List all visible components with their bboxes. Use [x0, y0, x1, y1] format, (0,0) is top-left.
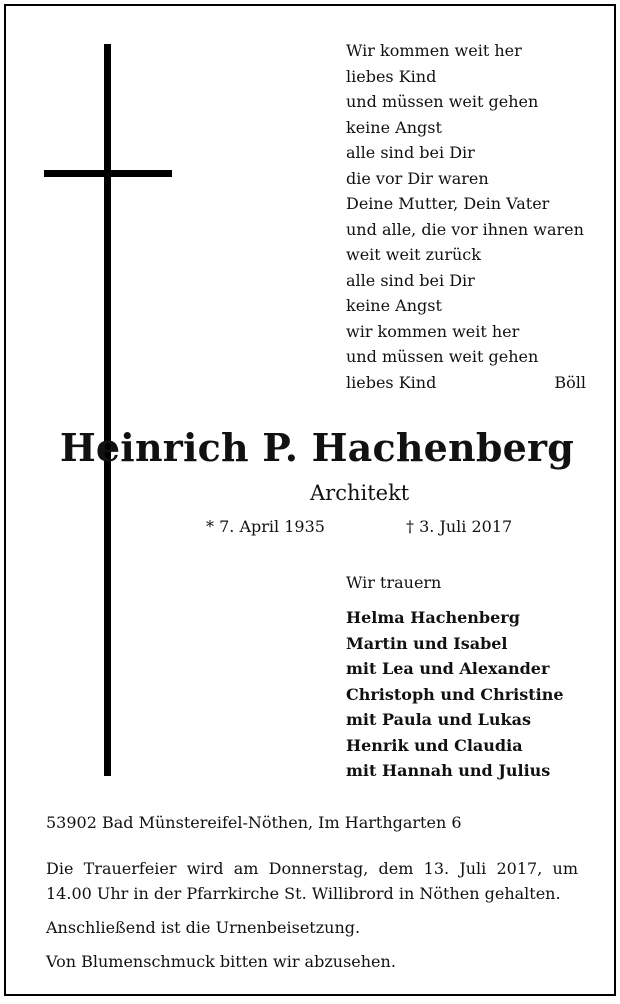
urn-burial-notice: Anschließend ist die Urnenbeisetzung. — [46, 918, 361, 937]
poem-line: alle sind bei Dir — [346, 143, 475, 162]
mourner-name: Helma Hachenberg — [346, 608, 520, 627]
poem-line: Wir kommen weit her — [346, 41, 522, 60]
poem-line: liebes Kind — [346, 372, 437, 392]
poem-line: und müssen weit gehen — [346, 347, 539, 366]
poem-line: und alle, die vor ihnen waren — [346, 219, 584, 239]
deceased-profession: Architekt — [310, 481, 410, 505]
mourner-name: mit Hannah und Julius — [346, 761, 551, 780]
poem-line: weit weit zurück — [346, 245, 481, 264]
poem-line: alle sind bei Dir — [346, 270, 475, 290]
poem-line: wir kommen weit her — [346, 321, 520, 341]
poem-author: Böll — [554, 372, 586, 392]
death-date: † 3. Juli 2017 — [406, 517, 513, 536]
mourner-name: Martin und Isabel — [346, 633, 508, 653]
poem-last-line — [346, 370, 586, 396]
obituary-notice — [4, 4, 616, 996]
mourners-intro: Wir trauern — [346, 573, 442, 592]
poem-line: keine Angst — [346, 117, 442, 137]
poem-line: liebes Kind — [346, 66, 437, 86]
birth-date: * 7. April 1935 — [206, 517, 325, 536]
mourner-name: Henrik und Claudia — [346, 735, 523, 755]
mourners — [346, 571, 586, 784]
deceased-name: Heinrich P. Hachenberg — [59, 425, 574, 470]
flowers-notice: Von Blumenschmuck bitten wir abzusehen. — [46, 952, 396, 971]
poem — [346, 38, 586, 395]
poem-line: und müssen weit gehen — [346, 92, 539, 111]
poem-line: keine Angst — [346, 296, 442, 315]
poem-line: Deine Mutter, Dein Vater — [346, 194, 550, 213]
cross-horizontal-bar — [44, 170, 172, 177]
poem-line: die vor Dir waren — [346, 168, 489, 188]
mourner-name: Christoph und Christine — [346, 684, 564, 704]
mourner-name: mit Lea und Alexander — [346, 659, 550, 678]
family-address: 53902 Bad Münstereifel-Nöthen, Im Harthgarten 6 — [46, 813, 462, 832]
mourner-name: mit Paula und Lukas — [346, 710, 531, 729]
ceremony-notice: Die Trauerfeier wird am Donnerstag, dem 13. Juli 2017, um 14.00 Uhr in der Pfarrkirche St. Willibrord in Nöthen gehalten. — [46, 859, 578, 903]
cross-vertical-bar — [104, 44, 111, 776]
funeral-notices — [46, 856, 578, 984]
